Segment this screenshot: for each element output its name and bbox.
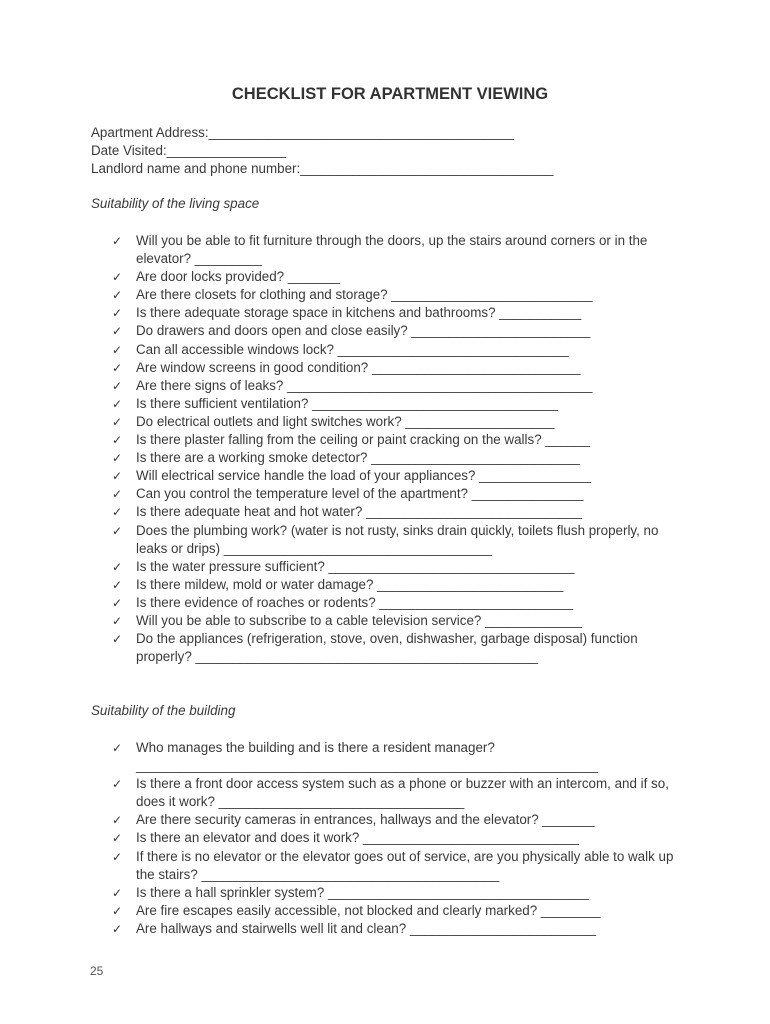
- checklist-item: [112, 268, 687, 286]
- checklist-item: [112, 612, 687, 630]
- checkmark-icon: ✓: [112, 342, 123, 357]
- building-checklist: [112, 739, 687, 938]
- checklist-item: [112, 848, 687, 884]
- checklist-item-text: Will you be able to subscribe to a cable television service? _____________: [136, 612, 582, 628]
- checklist-item: [112, 304, 687, 322]
- checkmark-icon: ✓: [112, 433, 123, 448]
- checklist-item: [112, 920, 687, 938]
- date-visited-field: Date Visited:________________: [91, 143, 286, 158]
- checklist-item-text: Will you be able to fit furniture through the doors, up the stairs around corners or in the elevator? _________: [136, 233, 648, 267]
- checklist-item-text: If there is no elevator or the elevator goes out of service, are you physically able to walk up the stairs? ________________________________________: [136, 848, 674, 882]
- checklist-item-text: Is there adequate heat and hot water? _____________________________: [136, 504, 583, 520]
- page-title: CHECKLIST FOR APARTMENT VIEWING: [231, 85, 549, 103]
- checklist-item: [112, 413, 687, 431]
- checklist-item: [112, 322, 687, 340]
- checkmark-icon: ✓: [112, 831, 123, 846]
- checklist-item-text: Do drawers and doors open and close easily? ________________________: [136, 323, 591, 339]
- checkmark-icon: ✓: [112, 741, 123, 755]
- checklist-item-text: Are there closets for clothing and storage? ___________________________: [136, 287, 593, 303]
- checklist-item: [112, 485, 687, 503]
- checklist-item: [112, 503, 687, 521]
- checklist-item: [112, 630, 687, 666]
- checklist-item: [112, 377, 687, 395]
- checklist-item: [112, 359, 687, 377]
- checkmark-icon: ✓: [112, 885, 123, 900]
- checkmark-icon: ✓: [112, 487, 123, 502]
- checklist-item: [112, 558, 687, 576]
- checklist-item-text: Is there mildew, mold or water damage? _________________________: [136, 576, 564, 592]
- checkmark-icon: ✓: [112, 777, 123, 792]
- checklist-item-text: Is there are a working smoke detector? ____________________________: [136, 450, 580, 466]
- checkmark-icon: ✓: [112, 234, 123, 248]
- checkmark-icon: ✓: [112, 595, 123, 610]
- checklist-item-text: Are there signs of leaks? _________________________________________: [136, 377, 593, 393]
- page-number: 25: [90, 964, 104, 978]
- living-space-checklist: [112, 232, 687, 666]
- checkmark-icon: ✓: [112, 396, 123, 411]
- checklist-item-text: Is there a hall sprinkler system? ___________________________________: [136, 884, 589, 900]
- checklist-item: [112, 341, 687, 359]
- checklist-item-text: Who manages the building and is there a resident manager? ______________________________________________________________: [136, 740, 598, 774]
- checklist-item-text: Will electrical service handle the load of your appliances? _______________: [136, 468, 591, 484]
- checklist-item-text: Is there a front door access system such as a phone or buzzer with an intercom, and if so, does it work? _________________________________: [136, 776, 669, 810]
- checklist-item-text: Are door locks provided? _______: [136, 269, 340, 285]
- checkmark-icon: ✓: [112, 632, 123, 647]
- checklist-item-text: Do electrical outlets and light switches work? ____________________: [136, 413, 555, 429]
- checkmark-icon: ✓: [112, 613, 123, 628]
- checkmark-icon: ✓: [112, 451, 123, 466]
- apartment-address-field: Apartment Address:_________________________________________: [91, 125, 514, 140]
- checklist-item: [112, 829, 687, 847]
- checkmark-icon: ✓: [112, 469, 123, 484]
- checklist-item-text: Are hallways and stairwells well lit and clean? _________________________: [136, 920, 597, 936]
- checklist-item-text: Is there evidence of roaches or rodents? __________________________: [136, 594, 574, 610]
- checkmark-icon: ✓: [112, 288, 123, 303]
- section-living-space-title: Suitability of the living space: [91, 196, 260, 211]
- section-building-title: Suitability of the building: [91, 703, 236, 718]
- checkmark-icon: ✓: [112, 813, 123, 828]
- checkmark-icon: ✓: [112, 921, 123, 936]
- checklist-item-text: Is there an elevator and does it work? _____________________________: [136, 830, 579, 846]
- checklist-item: [112, 467, 687, 485]
- checkmark-icon: ✓: [112, 577, 123, 592]
- checklist-item: [112, 395, 687, 413]
- checklist-item-text: Is there adequate storage space in kitchens and bathrooms? ___________: [136, 305, 582, 321]
- checklist-item-text: Is there sufficient ventilation? _________________________________: [136, 395, 558, 411]
- viewing-info-fields: [91, 124, 553, 178]
- checklist-item-text: Is the water pressure sufficient? _________________________________: [136, 558, 575, 574]
- checklist-item-text: Are there security cameras in entrances, hallways and the elevator? _______: [136, 812, 595, 828]
- checklist-item-text: Are fire escapes easily accessible, not blocked and clearly marked? ________: [136, 902, 601, 918]
- checklist-item: [112, 594, 687, 612]
- checkmark-icon: ✓: [112, 414, 123, 429]
- checklist-item: [112, 739, 687, 775]
- checkmark-icon: ✓: [112, 903, 123, 918]
- checklist-item-text: Can you control the temperature level of the apartment? _______________: [136, 486, 584, 502]
- checklist-item-text: Do the appliances (refrigeration, stove, oven, dishwasher, garbage disposal) function properly? ______________________________________________: [136, 631, 638, 665]
- checkmark-icon: ✓: [112, 378, 123, 393]
- checkmark-icon: ✓: [112, 523, 123, 538]
- checkmark-icon: ✓: [112, 324, 123, 339]
- checkmark-icon: ✓: [112, 270, 123, 285]
- landlord-field: Landlord name and phone number:__________________________________: [91, 161, 554, 176]
- checklist-item-text: Are window screens in good condition? ____________________________: [136, 359, 581, 375]
- checklist-item: [112, 811, 687, 829]
- checklist-item: [112, 449, 687, 467]
- checklist-item-text: Is there plaster falling from the ceiling or paint cracking on the walls? ______: [136, 432, 591, 448]
- checklist-item: [112, 775, 687, 811]
- checkmark-icon: ✓: [112, 505, 123, 520]
- checklist-item: [112, 576, 687, 594]
- checklist-item-text: Can all accessible windows lock? _______________________________: [136, 341, 569, 357]
- checkmark-icon: ✓: [112, 559, 123, 574]
- checklist-item: [112, 232, 687, 268]
- checklist-item: [112, 902, 687, 920]
- checklist-item: [112, 522, 687, 558]
- checkmark-icon: ✓: [112, 849, 123, 864]
- checklist-item: [112, 286, 687, 304]
- checklist-item-text: Does the plumbing work? (water is not rusty, sinks drain quickly, toilets flush properly, no leaks or drips) ____________________________________: [136, 522, 659, 556]
- checklist-item: [112, 884, 687, 902]
- checkmark-icon: ✓: [112, 360, 123, 375]
- checkmark-icon: ✓: [112, 306, 123, 321]
- checklist-item: [112, 431, 687, 449]
